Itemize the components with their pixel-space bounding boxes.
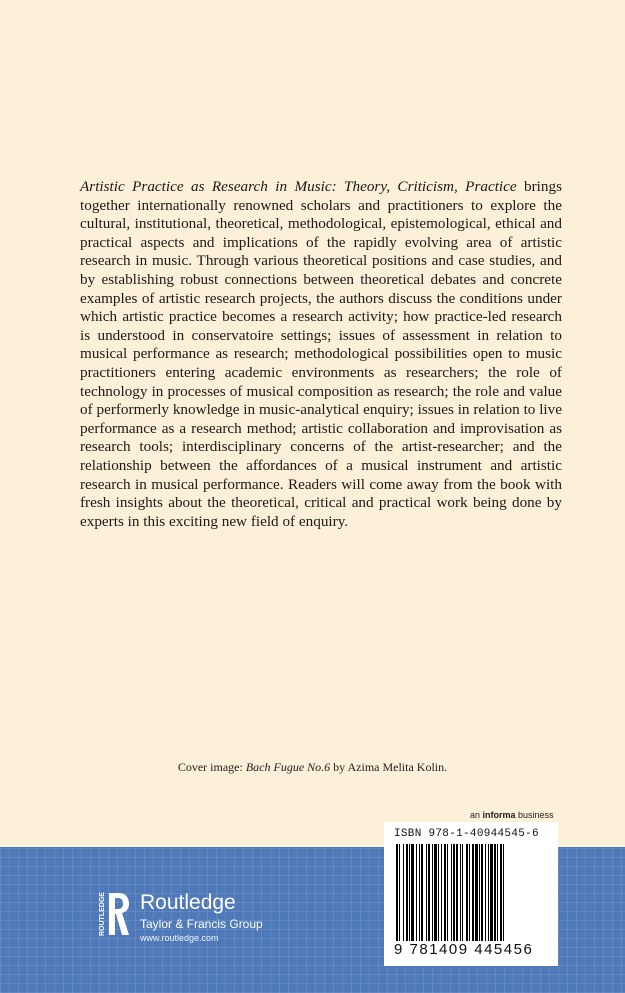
barcode-bar xyxy=(462,844,463,941)
back-cover-blurb xyxy=(80,178,562,531)
barcode-bar xyxy=(472,844,474,941)
barcode-bar xyxy=(447,844,448,941)
barcode-bar xyxy=(441,844,442,941)
barcode-bar xyxy=(469,844,470,941)
blurb-text: brings together internationally renowned scholars and practitioners to explore the cultural, institutional, theoretical, methodological, epistemological, ethical and practical aspects and implications of the rapidly evolving area of artistic research in music. Through various theoretical positions and case studies, and by establishing robust connections between theoretical debates and concrete examples of artistic research projects, the authors discuss the conditions under which artistic practice becomes a research activity; how practice-led research is understood in conservatoire settings; issues of assessment in relation to musical performance as research; methodological possibilities open to music practitioners entering academic environments as researchers; the role of technology in processes of musical composition as research; the role and value of performerly knowledge in music-analytical enquiry; issues in relation to live performance as a research method; artistic collaboration and improvisation as research tools; interdisciplinary concerns of the artist-researcher; and the relationship between the affordances of a musical instrument and artistic research in musical performance. Readers will come away from the book with fresh insights about the theoretical, critical and practical work being done by experts in this exciting new field of enquiry. xyxy=(80,178,563,530)
barcode-bar xyxy=(411,844,414,941)
informa-pre: an xyxy=(470,810,483,820)
barcode-bar xyxy=(490,844,493,941)
informa-bold: informa xyxy=(482,810,516,820)
routledge-vertical-text: ROUTLEDGE xyxy=(99,892,106,936)
barcode-bar xyxy=(460,844,461,941)
barcode-bar xyxy=(444,844,446,941)
barcode-bar xyxy=(485,844,486,941)
barcode-bar xyxy=(426,844,427,941)
credit-suffix: by Azima Melita Kolin. xyxy=(330,760,448,774)
barcode-bar xyxy=(466,844,468,941)
barcode-bar xyxy=(434,844,437,941)
barcode-bar xyxy=(416,844,417,941)
isbn-barcode-panel xyxy=(384,822,558,966)
barcode-bars xyxy=(394,844,550,941)
barcode-bar xyxy=(409,844,410,941)
routledge-logo-icon xyxy=(95,890,131,938)
publisher-group: Taylor & Francis Group xyxy=(140,917,263,931)
barcode-bar xyxy=(403,844,404,941)
isbn-digits: 9 781409 445456 xyxy=(394,941,534,958)
barcode-bar xyxy=(494,844,496,941)
barcode-bar xyxy=(419,844,420,941)
barcode-bar xyxy=(479,844,480,941)
barcode-bar xyxy=(488,844,489,941)
informa-business-tag xyxy=(470,810,554,820)
publisher-name: Routledge xyxy=(140,891,236,914)
barcode-bar xyxy=(503,844,504,941)
cover-image-credit xyxy=(0,760,625,775)
isbn-label: ISBN 978-1-40944545-6 xyxy=(394,828,539,840)
credit-prefix: Cover image: xyxy=(177,760,246,774)
barcode-bar xyxy=(453,844,455,941)
barcode-bar xyxy=(438,844,439,941)
barcode-bar xyxy=(475,844,478,941)
barcode-bar xyxy=(421,844,423,941)
barcode-bar xyxy=(500,844,502,941)
barcode-bar xyxy=(456,844,458,941)
barcode-bar xyxy=(396,844,398,941)
publisher-website: www.routledge.com xyxy=(140,933,219,943)
barcode-bar xyxy=(399,844,400,941)
book-title: Artistic Practice as Research in Music: Theory, Criticism, Practice xyxy=(80,178,517,195)
barcode-bar xyxy=(497,844,498,941)
barcode-bar xyxy=(481,844,483,941)
informa-post: business xyxy=(515,810,554,820)
barcode-bar xyxy=(432,844,433,941)
credit-work: Bach Fugue No.6 xyxy=(245,760,331,774)
barcode-bar xyxy=(451,844,452,941)
barcode-bar xyxy=(428,844,430,941)
publisher-brand xyxy=(140,892,263,944)
barcode-bar xyxy=(406,844,408,941)
